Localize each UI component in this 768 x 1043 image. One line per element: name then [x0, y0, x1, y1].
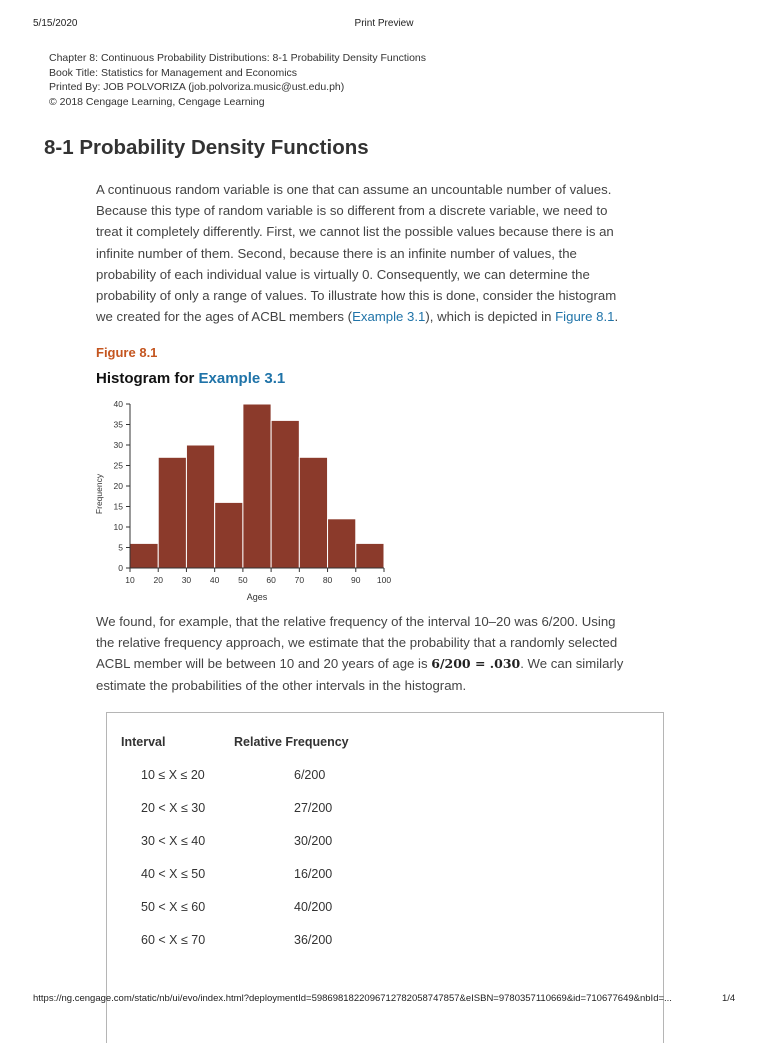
interval-cell: 20 < X ≤ 30 [141, 801, 206, 815]
x-tick-label: 50 [238, 575, 248, 585]
interval-cell: 10 ≤ X ≤ 20 [141, 768, 205, 782]
print-preview-title: Print Preview [354, 18, 414, 29]
text-segment: ), which is depicted in [425, 309, 556, 325]
y-tick-label: 10 [113, 522, 123, 532]
x-tick-label: 30 [181, 575, 192, 585]
book-title-line: Book Title: Statistics for Management and Economics [49, 66, 298, 79]
table-row [0, 900, 768, 916]
x-tick-label: 20 [153, 575, 163, 585]
x-tick-label: 80 [322, 575, 333, 585]
y-tick-label: 5 [118, 542, 123, 553]
example-3-1-link[interactable]: Example 3.1 [352, 309, 426, 325]
x-tick-label: 60 [266, 575, 276, 585]
figure-title [96, 370, 285, 387]
y-tick-label: 40 [113, 399, 123, 409]
chapter-line: Chapter 8: Continuous Probability Distributions: 8-1 Probability Density Functions [49, 52, 427, 64]
text-segment: we created for the ages of ACBL members ( [96, 309, 353, 325]
paragraph-line [96, 306, 696, 327]
figure-example-link[interactable]: Example 3.1 [198, 370, 286, 387]
text-segment: . We can similarly [520, 656, 624, 672]
histogram-bar [356, 543, 384, 568]
table-row [0, 933, 768, 949]
print-date: 5/15/2020 [33, 18, 78, 29]
text-segment: . [614, 309, 619, 325]
y-tick-label: 35 [113, 419, 123, 430]
figure-title-text: Histogram for [96, 370, 199, 387]
relative-frequency-cell: 36/200 [294, 933, 333, 947]
y-tick-label: 15 [113, 501, 123, 512]
x-tick-label: 70 [294, 575, 305, 585]
x-tick-label: 10 [125, 575, 135, 585]
relative-frequency-cell: 30/200 [294, 834, 333, 848]
histogram-chart [92, 396, 402, 606]
x-tick-label: 40 [209, 575, 220, 585]
paragraph-line: Because this type of random variable is so different from a discrete variable, we need to [96, 203, 608, 219]
paragraph-line: A continuous random variable is one that can assume an uncountable number of values. [96, 182, 612, 197]
figure-8-1-link[interactable]: Figure 8.1 [555, 309, 615, 325]
table-row [0, 834, 768, 850]
interval-cell: 30 < X ≤ 40 [141, 834, 206, 848]
printed-by-line: Printed By: JOB POLVORIZA (job.polvoriza.music@ust.edu.ph) [49, 81, 345, 93]
followup-paragraph [96, 611, 696, 696]
table-row [0, 867, 768, 883]
histogram-bar [243, 404, 271, 568]
histogram-bar [158, 457, 186, 568]
relative-frequency-cell: 6/200 [294, 768, 326, 782]
y-tick-label: 30 [113, 440, 123, 450]
paragraph-line [96, 653, 696, 674]
x-axis-label: Ages [246, 592, 268, 602]
y-axis-label: Frequency [94, 473, 104, 515]
interval-cell: 40 < X ≤ 50 [141, 867, 206, 881]
paragraph-line: the relative frequency approach, we estimate that the probability that a randomly selected [96, 635, 618, 651]
copyright-line: © 2018 Cengage Learning, Cengage Learning [49, 95, 265, 108]
x-tick-label: 100 [376, 575, 392, 585]
document-meta [49, 51, 426, 109]
histogram-bar [299, 457, 327, 568]
table-header-interval: Interval [121, 735, 166, 749]
section-title: 8-1 Probability Density Functions [44, 136, 369, 159]
relative-frequency-cell: 40/200 [294, 900, 333, 914]
probability-formula: 6/200 = .030 [431, 656, 521, 672]
paragraph-line: estimate the probabilities of the other intervals in the histogram. [96, 677, 467, 693]
paragraph-line: treat it completely differently. First, we cannot list the possible values because there is an [96, 224, 614, 240]
histogram-bar [130, 543, 158, 568]
text-segment: ACBL member will be between 10 and 20 years of age is [96, 656, 432, 672]
relative-frequency-cell: 16/200 [294, 867, 333, 881]
table-row [0, 768, 768, 784]
histogram-bar [186, 445, 214, 568]
histogram-bar [271, 420, 299, 568]
y-tick-label: 20 [113, 481, 123, 491]
y-tick-label: 25 [113, 460, 123, 471]
interval-cell: 60 < X ≤ 70 [141, 933, 206, 947]
x-tick-label: 90 [351, 575, 361, 585]
interval-cell: 50 < X ≤ 60 [141, 900, 206, 914]
paragraph-line: We found, for example, that the relative frequency of the interval 10–20 was 6/200. Using [96, 614, 616, 629]
paragraph-line: infinite number of them. Second, because there is an infinite number of values, the [96, 245, 577, 261]
figure-label: Figure 8.1 [96, 345, 158, 360]
y-tick-label: 0 [118, 563, 123, 573]
print-header [0, 18, 768, 32]
table-row [0, 801, 768, 817]
table-header-relative-frequency: Relative Frequency [234, 735, 349, 749]
page-url: https://ng.cengage.com/static/nb/ui/evo/index.html?deploymentId=5986981822096712782058747857&eISBN=9780357110669&id=710677649&nbId=... [33, 993, 672, 1004]
histogram-bar [328, 519, 356, 568]
intro-paragraph [96, 179, 696, 327]
paragraph-line: probability of only a range of values. To illustrate how this is done, consider the histogram [96, 288, 617, 304]
page-number: 1/4 [722, 993, 736, 1004]
relative-frequency-cell: 27/200 [294, 801, 333, 815]
paragraph-line: probability of each individual value is virtually 0. Consequently, we can determine the [96, 266, 590, 282]
histogram-bar [215, 502, 243, 568]
